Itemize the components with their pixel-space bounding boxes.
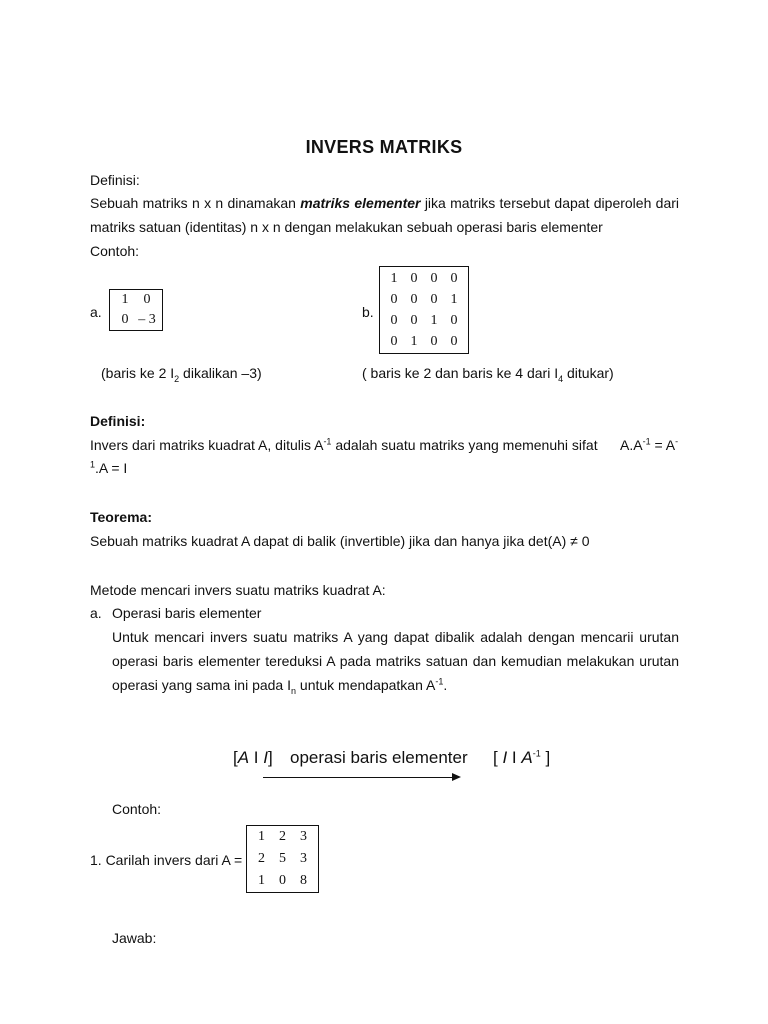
matrix-cell: 0 bbox=[450, 312, 458, 328]
matrix-cell: 0 bbox=[143, 292, 151, 307]
matrix-cell: 3 bbox=[300, 851, 307, 866]
page-title: INVERS MATRIKS bbox=[305, 137, 463, 157]
matrix-row bbox=[384, 268, 464, 289]
formula-arrow-line bbox=[263, 777, 453, 778]
matrix-cell: 0 bbox=[390, 312, 398, 328]
method-item-label: a. bbox=[90, 605, 102, 621]
method-paragraph-line-2: operasi baris elementer tereduksi A pada matriks satuan dan kemudian melakukan urutan bbox=[112, 653, 679, 669]
matrix-cell: 0 bbox=[390, 291, 398, 307]
matrix-cell: 0 bbox=[430, 270, 438, 286]
matrix-cell: 1 bbox=[258, 829, 265, 844]
example-2-question: 1. Carilah invers dari A = bbox=[90, 852, 243, 868]
matrix-a bbox=[109, 289, 163, 331]
matrix-row bbox=[384, 289, 464, 310]
matrix-cell: 1 bbox=[430, 312, 438, 328]
matrix-cell: 0 bbox=[430, 291, 438, 307]
matrix-cell: 1 bbox=[410, 333, 418, 349]
matrix-cell: 0 bbox=[121, 312, 129, 327]
theorem-label: Teorema: bbox=[90, 509, 152, 525]
formula-left: [A I I] bbox=[233, 748, 273, 767]
example-a-caption: (baris ke 2 $I_2$ dikalikan –3) bbox=[101, 365, 262, 384]
definition-2-identity: $A.A^{-1} = A^-$ bbox=[620, 436, 679, 453]
matrix-cell: 2 bbox=[279, 829, 286, 844]
formula-right: [ I I $A^{-1}$ ] bbox=[493, 748, 551, 767]
definition-2-line-1: Invers dari matriks kuadrat A, ditulis $A^{-1}$ adalah suatu matriks yang memenuhi sifat bbox=[90, 436, 598, 453]
matrix-cell: 1 bbox=[450, 291, 458, 307]
answer-label: Jawab: bbox=[112, 930, 157, 946]
matrix-row bbox=[114, 290, 158, 310]
matrix-cell: 1 bbox=[390, 270, 398, 286]
formula-arrow-icon bbox=[452, 773, 461, 781]
formula-operation: operasi baris elementer bbox=[290, 748, 468, 767]
matrix-row bbox=[114, 310, 158, 330]
matrix-cell: 0 bbox=[450, 333, 458, 349]
definition-2-label: Definisi: bbox=[90, 413, 146, 429]
matrix-cell: 2 bbox=[258, 851, 265, 866]
method-intro: Metode mencari invers suatu matriks kuadrat A: bbox=[90, 582, 386, 598]
example-label: Contoh: bbox=[90, 243, 140, 259]
matrix-cell: 3 bbox=[300, 829, 307, 844]
matrix-cell: 0 bbox=[410, 270, 418, 286]
matrix-cell: 0 bbox=[279, 873, 286, 888]
emphasis-term: matriks elementer bbox=[300, 195, 421, 211]
example-2-label: Contoh: bbox=[112, 801, 162, 817]
matrix-cell: 0 bbox=[430, 333, 438, 349]
example-b-label: b. bbox=[362, 304, 374, 320]
definition-label: Definisi: bbox=[90, 172, 140, 188]
matrix-row bbox=[384, 331, 464, 352]
matrix-example-2 bbox=[246, 825, 319, 893]
matrix-cell: 0 bbox=[390, 333, 398, 349]
matrix-cell: 8 bbox=[300, 873, 307, 888]
matrix-cell: 1 bbox=[258, 873, 265, 888]
matrix-b bbox=[379, 266, 469, 354]
matrix-cell: 0 bbox=[410, 291, 418, 307]
matrix-row bbox=[251, 870, 314, 892]
definition-line-1: Sebuah matriks n x n dinamakan matriks elementer jika matriks tersebut dapat diperoleh dari bbox=[90, 195, 680, 211]
method-paragraph-line-3: operasi yang sama ini pada $I_n$ untuk mendapatkan $A^{-1}$. bbox=[112, 676, 448, 696]
example-a-label: a. bbox=[90, 304, 102, 320]
matrix-cell: 1 bbox=[121, 292, 129, 307]
theorem-text: Sebuah matriks kuadrat A dapat di balik (invertible) jika dan hanya jika det(A) ≠ 0 bbox=[90, 533, 590, 549]
matrix-row bbox=[251, 848, 314, 870]
definition-line-2: matriks satuan (identitas) n x n dengan melakukan sebuah operasi baris elementer bbox=[90, 219, 603, 235]
matrix-row bbox=[251, 826, 314, 848]
matrix-cell: 0 bbox=[450, 270, 458, 286]
method-item-title: Operasi baris elementer bbox=[112, 605, 262, 621]
matrix-cell: 0 bbox=[410, 312, 418, 328]
definition-2-line-2: $^1$.A = I bbox=[90, 459, 128, 476]
example-b-caption: ( baris ke 2 dan baris ke 4 dari $I_4$ ditukar) bbox=[362, 365, 614, 384]
matrix-cell: – 3 bbox=[138, 312, 156, 327]
method-paragraph-line-1: Untuk mencari invers suatu matriks A yang dapat dibalik adalah dengan mencarii urutan bbox=[112, 629, 679, 645]
matrix-row bbox=[384, 310, 464, 331]
matrix-cell: 5 bbox=[279, 851, 286, 866]
